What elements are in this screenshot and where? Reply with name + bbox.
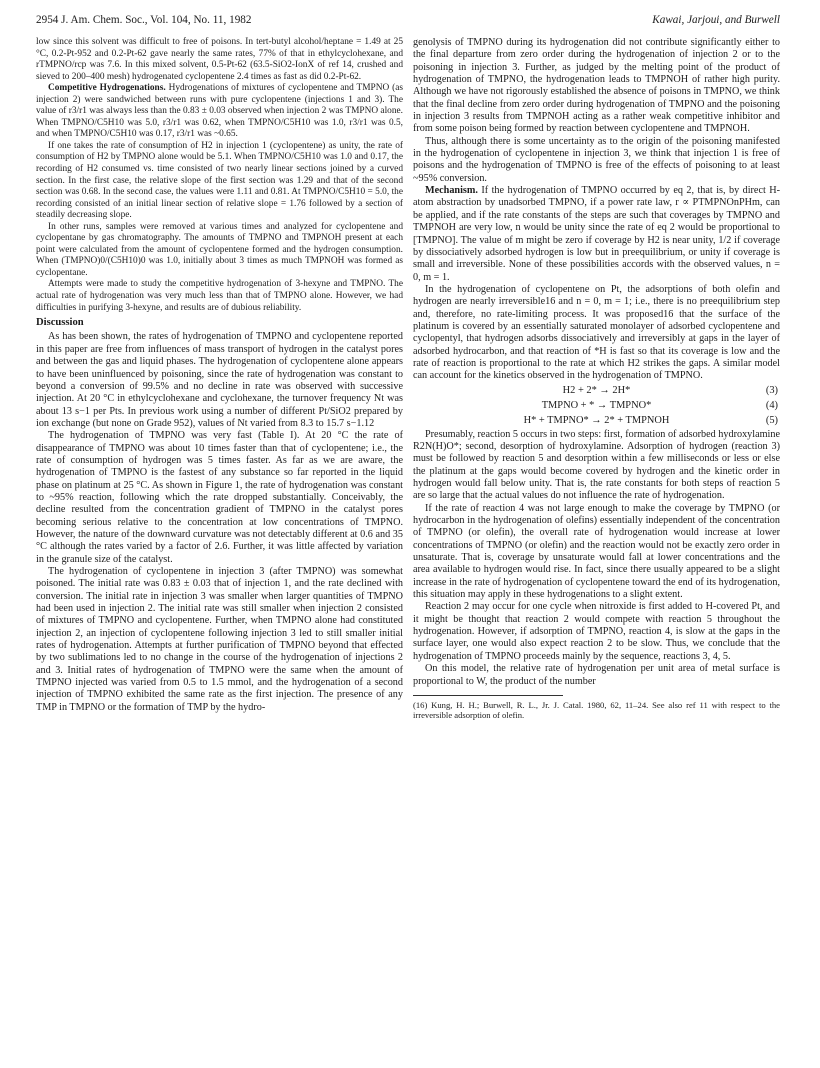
header-authors: Kawai, Jarjoui, and Burwell — [652, 14, 780, 26]
paragraph-discussion-2: The hydrogenation of TMPNO was very fast (Table I). At 20 °C the rate of disappearance of TMPNO was about 10 times faster than that of cyclopentene; i.e., the rate of consumption of hydrogen was 5 times faster. As far as we are aware, the hydrogenation of TMPNO is the fastest of any substance so far reported in the liquid phase on platinum at 25 °C. As shown in Figure 1, the rate of hydrogenation was constant to ~95% reaction, following which the rate dropped substantially. Conceivably, the decline resulted from the concentration gradient of TMPNO in the catalyst pores becoming serious relative to the concentration at low concentrations of TMPNO. However, the nature of the downward curvature was not detectably different at 0.6 and 35 °C although the rates varied by a factor of 2.6. Further, it was little affected by variation in the granule size of the catalyst. — [36, 430, 403, 565]
paragraph-samples: In other runs, samples were removed at various times and analyzed for cyclopentene and cyclopentane by gas chromatography. The amounts of TMPNO and TMPNOH present at each point were calculated from the amount of cyclopentene formed and the hydrogen consumption. When (TMPNO)0/(C5H10)0 was 1.0, initially about 3 times as much TMPNOH was formed as cyclopentane. — [36, 221, 403, 278]
paragraph-reaction-2: Reaction 2 may occur for one cycle when nitroxide is first added to H-covered Pt, and it might be thought that reaction 2 would compete with reaction 5 throughout the hydrogenation. However, if adsorption of TMPNO, reaction 4, is slow at the gaps in the surface layer, one would also expect reaction 2 to be slow. Thus, we conclude that the hydrogenation of TMPNO proceeds mainly by the sequence, reactions 3, 4, 5. — [413, 601, 780, 662]
paragraph-discussion-1: As has been shown, the rates of hydrogenation of TMPNO and cyclopentene reported in this paper are free from influences of mass transport of hydrogen in the catalyst pores and between the gas and liquid phases. The hydrogenation of cyclopentene alone appears to have been uninfluenced by poisoning, since the rate of hydrogenation was constant to beyond a conversion of 99.5% and no decline in rate was observed with successive injection. At 20 °C in ethylcyclohexane and cyclohexane, the turnover frequency Nt was about 13 s−1 per Pts. In previous work using a number of different Pt/SiO2 prepared by ion exchange (but none on Grade 952), values of Nt varied from 8.3 to 15.7 s−1.12 — [36, 331, 403, 429]
left-column — [36, 37, 403, 714]
paragraph-poisoning: Thus, although there is some uncertainty as to the origin of the poisoning manifested in the hydrogenation of cyclopentene in injection 3, we think that injection 1 is free of poisons and the hydrogenation of TMPNO is free of the effects of poisoning to at least ~95% conversion. — [413, 135, 780, 184]
footnote-16: (16) Kung, H. H.; Burwell, R. L., Jr. J. Catal. 1980, 62, 11–24. See also ref 11 with respect to the irreversible adsorption of olefin. — [413, 699, 780, 721]
paragraph-mechanism — [413, 185, 780, 284]
paragraph-discussion-3: The hydrogenation of cyclopentene in injection 3 (after TMPNO) was somewhat poisoned. The initial rate was 0.83 ± 0.03 that of injection 1, and the rate declined with conversion. The initial rate in injection 3 was smaller when larger quantities of TMPNO had been used in injection 2. The initial rate was still smaller when injection 2 consisted of mixtures of TMPNO and cyclopentene. Further, when TMPNO alone had constituted injection 2, an injection of cyclopentene following injection 3 led to still smaller initial rates of hydrogenation. Attempts at further purification of TMPNO beyond that effected by two sublimations led to no change in the course of the hydrogenation of injections 2 and 3. Initial rates of hydrogenation of TMPNO were the same when the amount of TMPNO injected was varied from 0.5 to 1.5 mmol, and the hydrogenation of a second injection of TMPNO exhibited the same rate as the first injection. The presence of any TMP in TMPNO or the formation of TMP by the hydro- — [36, 566, 403, 713]
paragraph-attempts: Attempts were made to study the competitive hydrogenation of 3-hexyne and TMPNO. The actual rate of hydrogenation was very much less than that of TMPNO alone. However, we had difficulties in purifying 3-hexyne, and results are of dubious reliability. — [36, 279, 403, 313]
paragraph-rate: If one takes the rate of consumption of H2 in injection 1 (cyclopentene) as unity, the rate of consumption of H2 by TMPNO alone would be 5.1. When TMPNO/C5H10 was 1.0 and 0.17, the recording of H2 consumed vs. time consisted of two nearly linear sections joined by a curved section. In the first case, the relative slope of the first section was 1.29 and that of the second section was 0.68. In the second case, the values were 1.11 and 0.81. At TMPNO/C5H10 = 5.0, the recording consisted of an initial linear section of relative slope = 1.76 followed by a section of steadily decreasing slope. — [36, 140, 403, 221]
header-journal-citation: 2954 J. Am. Chem. Soc., Vol. 104, No. 11, 1982 — [36, 14, 252, 26]
equation-number: (4) — [765, 399, 778, 411]
equation-number: (3) — [765, 384, 778, 396]
section-heading-discussion: Discussion — [36, 317, 84, 329]
equation-expression: H2 + 2* → 2H* — [562, 384, 631, 396]
paragraph-genolysis: genolysis of TMPNO during its hydrogenation did not contribute significantly either to the final departure from zero order during the hydrogenation of injection 2 or to the poisoning in injection 3. Further, as judged by the melting point of the product of hydrogenation of TMPNO, the hydrogenation leads to TMPNOH of rather high purity. Although we have not rigorously established the absence of poisons in TMPNO, we think that the final decline from zero order during hydrogenation of TMPNO and the poisoning in injection 3 results from TMPNOH acting as a rather weak competitive inhibitor and from some poison being formed by reaction between cyclopentene and TMPNOH. — [413, 37, 780, 135]
paragraph-competitive — [36, 83, 403, 141]
competitive-text: Hydrogenations of mixtures of cyclopentene and TMPNO (as injection 2) were sandwiched between runs with pure cyclopentene (injections 1 and 3). The value of r3/r1 was always less than the 0.83 ± 0.03 observed when injection 2 was TMPNO alone. When TMPNO/C5H10 was 5.0, r3/r1 was 0.62, when TMPNO/C5H10 was 1.0, r3/r1 was 0.5, and when TMPNO/C5H10 was 0.17, r3/r1 was ~0.65. — [36, 83, 403, 140]
right-column — [413, 37, 780, 721]
paragraph-reaction-4: If the rate of reaction 4 was not large enough to make the coverage by TMPNO (or hydrocarbon in the hydrogenation of olefins) essentially independent of the concentration of TMPNO (or olefin), the overall rate of hydrogenation would increase at lower concentrations of TMPNO (or olefin) and the reaction would not be exactly zero order in unsaturate. That is, coverage by unsaturate would fall at lower concentrations and the area available to hydrogen would rise. In fact, since there usually appeared to be a slight increase in the rate of hydrogenation of cyclopentene toward the end of its hydrogenation, this situation may apply in these hydrogenations to a slight extent. — [413, 502, 780, 601]
footnote-divider — [413, 695, 563, 696]
paragraph-model: On this model, the relative rate of hydrogenation per unit area of metal surface is proportional to W, the product of the number — [413, 663, 780, 687]
equation-expression: TMPNO + * → TMPNO* — [541, 399, 652, 411]
equation-number: (5) — [765, 414, 778, 426]
equation-5 — [413, 414, 780, 428]
equation-expression: H* + TMPNO* → 2* + TMPNOH — [523, 414, 670, 426]
paragraph-cyclopentene-model: In the hydrogenation of cyclopentene on Pt, the adsorptions of both olefin and hydrogen are nearly irreversible16 and n = 0, m = 1; i.e., there is no preequilibrium step and, therefore, no rate-limiting process. It was proposed16 that the surface of the platinum is covered by an essentially saturated monolayer of adsorbed cyclopentene and cyclopentyl, that hydrogen adsorbs dissociatively and irreversibly at gaps in the layer of adsorbed hydrocarbon, and that reaction of *H is fast so that its coverage is low and the rate of reaction is proportional to the rate at which H2 strikes the gaps. A similar model can account for the kinetics observed in the hydrogenation of TMPNO. — [413, 283, 780, 382]
mechanism-text: If the hydrogenation of TMPNO occurred by eq 2, that is, by direct H-atom abstraction by unadsorbed TMPNO, if a power rate law, r ∝ PTMPNOnPHm, can be applied, and if the rate constants of the steps are such that coverages by TMPNO and TMPNOH are very low, n would be unity since the rate of eq 2 would be proportional to [TMPNO]. The value of m might be zero if coverage by H2 is near unity, 1/2 if coverage by dissociatively adsorbed hydrogen is low but in preequilibrium, or unity if coverage is small and irreversible. None of these possibilities accords with the observed values, n = 0, m = 1. — [413, 185, 780, 283]
equation-3 — [413, 384, 780, 398]
paragraph-intro: low since this solvent was difficult to free of poisons. In tert-butyl alcohol/heptane = 1.49 at 25 °C, 0.2-Pt-952 and 0.2-Pt-62 gave nearly the same rates, 77% of that in ethylcyclohexane, and rTMPNO/rcp was 7.6. In this mixed solvent, 0.5-Pt-62 (63.5-SiO2-IonX of ref 14, crushed and sieved to 200–400 mesh) hydrogenated cyclopentene 2.4 times as fast as did 0.2-Pt-62. — [36, 37, 403, 82]
equation-4 — [413, 399, 780, 413]
run-in-heading-mechanism: Mechanism. — [425, 185, 478, 197]
paragraph-reaction-5: Presumably, reaction 5 occurs in two steps: first, formation of adsorbed hydroxylamine R2N(H)O*; second, desorption of hydroxylamine. Adsorption of hydrogen (reaction 3) must be followed by reaction 5 and desorption within a few milliseconds or less or else the platinum at the gaps would become covered by hydrogen and the kinetic order in hydrogen would fall below unity. That is, the rate constants for both steps of reaction 5 are so large that the actual values do not influence the rate of hydrogenation. — [413, 428, 780, 502]
run-in-heading-competitive: Competitive Hydrogenations. — [48, 83, 166, 94]
